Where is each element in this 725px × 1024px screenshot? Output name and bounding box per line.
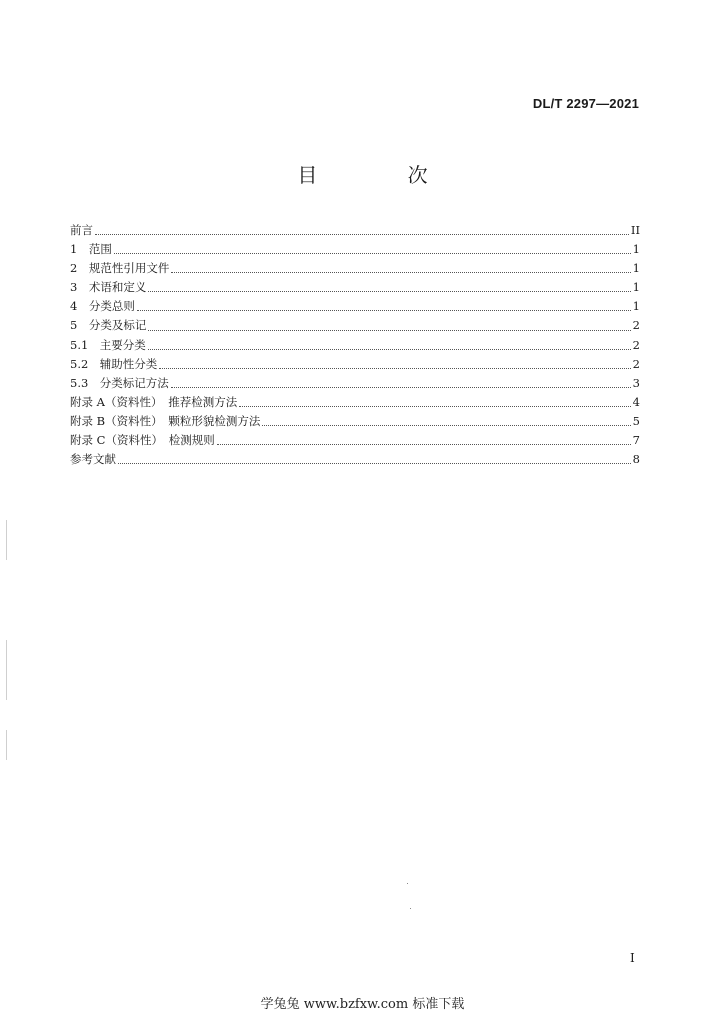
toc-entry[interactable] xyxy=(70,336,640,355)
toc-entry[interactable] xyxy=(70,278,640,297)
toc-leader-dots xyxy=(171,387,631,388)
toc-entry-label: 1 范围 xyxy=(70,242,112,257)
scan-speck xyxy=(407,883,408,884)
toc-leader-dots xyxy=(217,444,631,445)
toc-entry-page: 2 xyxy=(632,356,640,371)
toc-entry-label: 5.1 主要分类 xyxy=(70,337,146,352)
toc-entry-label: 前言 xyxy=(70,223,93,237)
toc-entry-page: 4 xyxy=(632,394,640,409)
toc-entry-page: 2 xyxy=(632,318,640,333)
toc-entry[interactable] xyxy=(70,374,640,393)
toc-entry-label: 3 术语和定义 xyxy=(70,280,147,295)
toc-leader-dots xyxy=(239,406,630,407)
toc-entry-label: 附录 A（资料性） 推荐检测方法 xyxy=(70,394,238,409)
toc-entry-label: 2 规范性引用文件 xyxy=(70,261,170,276)
toc-leader-dots xyxy=(159,368,630,369)
toc-entry-label: 5 分类及标记 xyxy=(70,318,147,333)
toc-entry-label: 附录 C（资料性） 检测规则 xyxy=(70,433,215,448)
scan-speck xyxy=(410,908,411,909)
page-title: 目 次 xyxy=(297,163,470,187)
toc-entry-label: 参考文献 xyxy=(70,452,116,467)
toc-entry[interactable] xyxy=(70,393,640,412)
toc-entry[interactable] xyxy=(70,316,640,335)
toc-entry-page: 5 xyxy=(632,413,640,428)
scan-edge-mark xyxy=(6,520,7,560)
page-number: I xyxy=(630,951,635,965)
toc-entry-page: 1 xyxy=(632,299,640,314)
standard-code: DL/T 2297—2021 xyxy=(532,96,639,111)
toc-leader-dots xyxy=(148,291,630,292)
toc-entry-page: II xyxy=(630,223,640,237)
toc-leader-dots xyxy=(95,234,629,235)
toc-entry-page: 1 xyxy=(632,261,640,276)
toc-entry-label: 5.2 辅助性分类 xyxy=(70,356,158,371)
footer-watermark: 学兔兔 www.bzfxw.com 标准下载 xyxy=(260,997,465,1012)
toc-leader-dots xyxy=(137,310,631,311)
toc-entry-page: 8 xyxy=(632,452,640,467)
toc-leader-dots xyxy=(118,463,631,464)
toc-entry[interactable] xyxy=(70,431,640,450)
scan-edge-mark xyxy=(6,640,7,700)
toc-entry-label: 5.3 分类标记方法 xyxy=(70,375,169,390)
toc-leader-dots xyxy=(262,425,630,426)
toc-entry[interactable] xyxy=(70,297,640,316)
toc-entry[interactable] xyxy=(70,240,640,259)
toc-entry-page: 2 xyxy=(632,337,640,352)
toc-entry[interactable] xyxy=(70,221,640,240)
toc-leader-dots xyxy=(114,253,631,254)
toc-leader-dots xyxy=(148,349,631,350)
toc-entry[interactable] xyxy=(70,259,640,278)
toc-entry-label: 附录 B（资料性） 颗粒形貌检测方法 xyxy=(70,413,261,428)
scan-edge-mark xyxy=(6,730,7,760)
toc-leader-dots xyxy=(171,272,630,273)
toc-entry[interactable] xyxy=(70,412,640,431)
toc-entry-page: 1 xyxy=(632,280,640,295)
toc-leader-dots xyxy=(148,330,630,331)
toc-entry-page: 7 xyxy=(632,433,640,448)
toc-entry-page: 3 xyxy=(632,375,640,390)
toc-entry[interactable] xyxy=(70,355,640,374)
toc-entry-page: 1 xyxy=(632,242,640,257)
toc-entry-label: 4 分类总则 xyxy=(70,299,135,314)
table-of-contents xyxy=(70,221,640,469)
toc-entry[interactable] xyxy=(70,450,640,469)
